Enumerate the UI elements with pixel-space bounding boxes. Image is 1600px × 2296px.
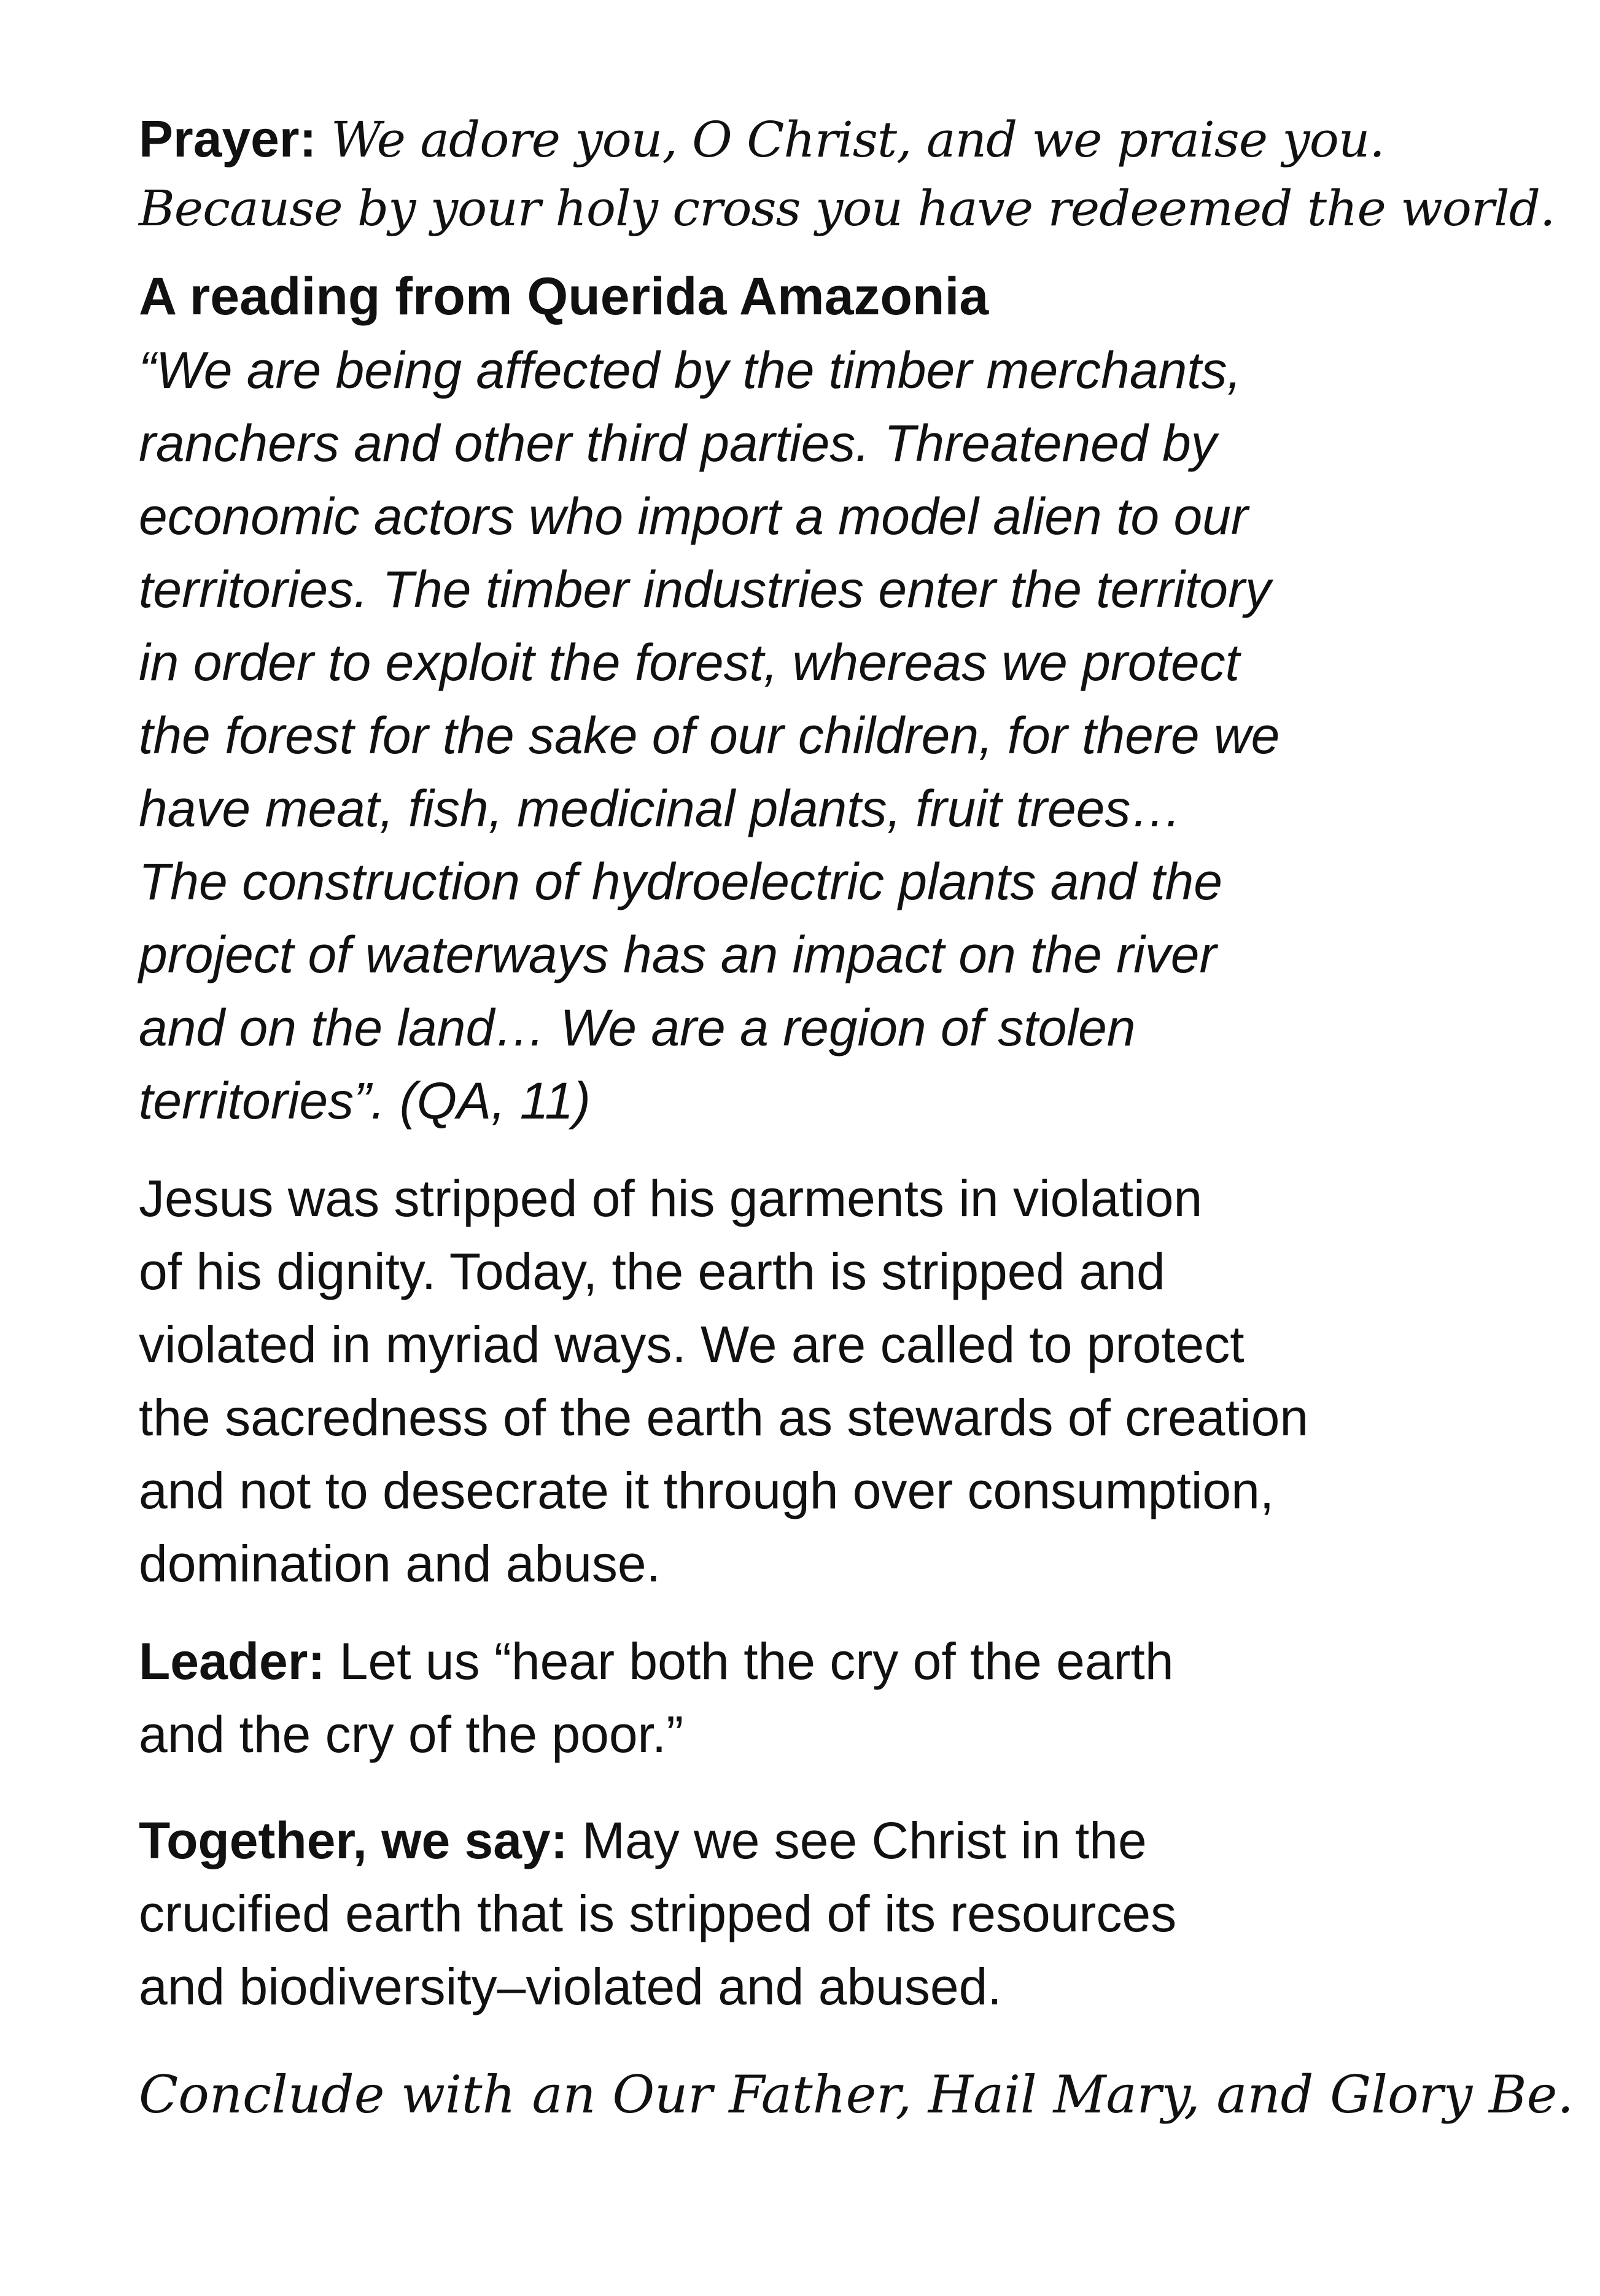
together-line-1 (139, 1804, 1526, 1877)
together-label: Together, we say: (139, 1812, 568, 1869)
leader-text-2: and the cry of the poor.” (139, 1705, 684, 1763)
reading-section (139, 259, 1526, 1138)
reading-line: “We are being affected by the timber merchants, (139, 341, 1241, 399)
leader-line-1 (139, 1625, 1526, 1698)
prayer-line-1 (139, 104, 1526, 174)
together-section (139, 1804, 1526, 2023)
prayer-section (139, 104, 1555, 243)
together-text-2: crucified earth that is stripped of its resources (139, 1885, 1177, 1942)
reading-line: ranchers and other third parties. Threatened by (139, 414, 1217, 472)
reading-line: territories. The timber industries enter the territory (139, 560, 1271, 618)
reading-line: project of waterways has an impact on the river (139, 926, 1217, 983)
reading-heading: A reading from Querida Amazonia (139, 267, 989, 326)
leader-label: Leader: (139, 1632, 325, 1690)
prayer-text-1: We adore you, O Christ, and we praise you. (330, 111, 1384, 168)
reading-line: and on the land… We are a region of stolen (139, 999, 1136, 1057)
reading-line: The construction of hydroelectric plants and the (139, 853, 1222, 910)
reflection-line: Jesus was stripped of his garments in violation (139, 1169, 1203, 1227)
together-text-3: and biodiversity–violated and abused. (139, 1958, 1002, 2015)
reading-line: in order to exploit the forest, whereas we protect (139, 634, 1240, 691)
reflection-line: domination and abuse. (139, 1535, 661, 1592)
reading-line: the forest for the sake of our children, for there we (139, 707, 1280, 764)
prayer-card-page (139, 104, 1574, 2131)
reading-line: territories”. (QA, 11) (139, 1072, 591, 1130)
reflection-line: violated in myriad ways. We are called to protect (139, 1316, 1245, 1373)
reflection-section (139, 1162, 1526, 1600)
prayer-text-2: Because by your holy cross you have redeemed the world. (139, 180, 1555, 237)
reflection-line: of his dignity. Today, the earth is stripped and (139, 1243, 1165, 1300)
reading-line: economic actors who import a model alien to our (139, 487, 1248, 545)
reflection-line: the sacredness of the earth as stewards of creation (139, 1389, 1309, 1446)
leader-section (139, 1625, 1526, 1771)
reading-quote (139, 334, 1526, 1138)
together-text-1: May we see Christ in the (582, 1812, 1147, 1869)
closing-instruction: Conclude with an Our Father, Hail Mary, and Glory Be. (139, 2065, 1574, 2125)
reading-line: have meat, fish, medicinal plants, fruit trees… (139, 780, 1183, 837)
leader-text-1: Let us “hear both the cry of the earth (339, 1632, 1174, 1690)
prayer-label: Prayer: (139, 110, 317, 168)
reflection-line: and not to desecrate it through over consumption, (139, 1462, 1275, 1519)
